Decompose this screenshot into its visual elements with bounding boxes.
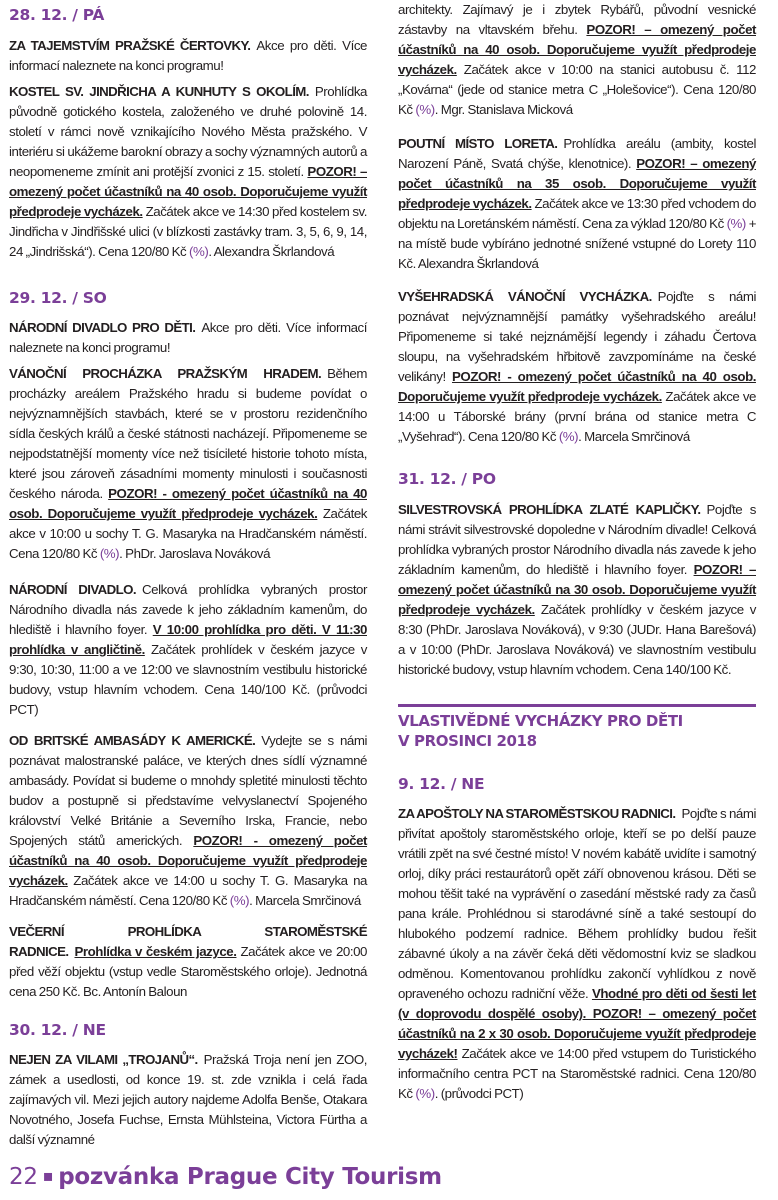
event-body: Akce pro děti. Více informací naleznete na konci programu! <box>9 320 367 355</box>
capacity-warning: POZOR! – omezený počet účastníků na 35 osob. Doporučujeme využít předprodeje vycházek. <box>398 156 756 211</box>
event-body: Vydejte se s námi poznávat malostranské paláce, ve kterých dnes sídlí významné ambasády. Povídat si budeme o mnohdy spletité minulosti těchto budov a postupně si představíme velvyslanectví Spojeného království Velké Británie a Severního Irska, Francie, nebo Spojených států amerických. <box>9 733 367 848</box>
event-details: Začátek prohlídek v českém jazyce v 9:30, 10:30, 11:00 a ve 12:00 ve slavnostním vestibulu historické budovy, vstup hlavním vchodem. Cena 140/100 Kč. (průvodci PCT) <box>9 642 367 717</box>
guide-name: . PhDr. Jaroslava Nováková <box>119 546 271 561</box>
event-title: VEČERNÍ PROHLÍDKA STAROMĚSTSKÉ RADNICE. <box>9 924 367 959</box>
event-vysehrad <box>398 287 756 447</box>
event-certovky <box>9 36 367 76</box>
event-body: Celková prohlídka vybraných prostor Národního divadla nás zavede k jeho základním kamenům, do hlediště i hlavního foyer. <box>9 582 367 637</box>
tour-times-note: V 10:00 prohlídka pro děti. V 11:30 prohlídka v angličtině. <box>9 622 367 657</box>
event-title: VÁNOČNÍ PROCHÁZKA PRAŽSKÝM HRADEM. <box>9 366 322 381</box>
capacity-warning: POZOR! – omezený počet účastníků na 40 osob. Doporučujeme využít předprodeje vycházek. <box>9 164 367 219</box>
event-title: KOSTEL SV. JINDŘICHA A KUNHUTY S OKOLÍM. <box>9 84 309 99</box>
page-footer <box>9 1164 442 1190</box>
event-title: NÁRODNÍ DIVADLO PRO DĚTI. <box>9 320 196 335</box>
event-body: Prohlídka původně gotického kostela, založeného ve druhé polovině 14. století v rámci nově vznikajícího Nového Města pražského. V interiéru si ukážeme barokní obrazy a sochy významných autorů a neopomeneme zmínit ani protější zvonici z 15. století. <box>9 84 367 179</box>
event-prazsky-hrad <box>9 364 367 564</box>
day-heading-9: 9. 12. / NE <box>398 775 485 793</box>
event-title: POUTNÍ MÍSTO LORETA. <box>398 136 558 151</box>
event-body: Pojďte s námi strávit silvestrovské dopoledne v Národním divadle! Celková prohlídka vybraných prostor Národního divadla nás zavede k jeho základním kamenům, do hlediště i hlavního foyer. <box>398 502 756 577</box>
event-title: ZA APOŠTOLY NA STAROMĚSTSKOU RADNICI. <box>398 806 676 821</box>
event-body: Během procházky areálem Pražského hradu si budeme povídat o nejvýznamnějších stavbách, které se v prostoru rezidenčního sídla českých králů a české státnosti nacházejí. Připomeneme se nejpodstatnější momenty více než tisícileté historie tohoto místa, které jsou zároveň zásadními momenty minulosti i současnosti českého národa. <box>9 366 367 501</box>
capacity-warning: POZOR! – omezený počet účastníků na 30 osob. Doporučujeme využít předprodeje vycházek. <box>398 562 756 617</box>
discount-mark: (%) <box>229 893 250 908</box>
event-narodni-divadlo-deti <box>9 318 367 358</box>
event-kostel-jindricha <box>9 82 367 262</box>
discount-mark: (%) <box>726 216 746 231</box>
event-title: ZA TAJEMSTVÍM PRAŽSKÉ ČERTOVKY. <box>9 38 251 53</box>
event-title: OD BRITSKÉ AMBASÁDY K AMERICKÉ. <box>9 733 256 748</box>
publication-title: pozvánka Prague City Tourism <box>58 1164 442 1190</box>
capacity-warning: POZOR! - omezený počet účastníků na 40 osob. Doporučujeme využít předprodeje vycházek. <box>398 369 756 404</box>
discount-mark: (%) <box>189 244 209 259</box>
event-title: NEJEN ZA VILAMI „TROJANŮ“. <box>9 1052 198 1067</box>
section-divider <box>398 704 756 707</box>
event-body: Prohlídka areálu (ambity, kostel Narození Páně, Svatá chýše, klenotnice). <box>398 136 756 171</box>
event-loreta <box>398 134 756 274</box>
event-title: VYŠEHRADSKÁ VÁNOČNÍ VYCHÁZKA. <box>398 289 652 304</box>
guide-name: . (průvodci PCT) <box>434 1086 524 1101</box>
section-title <box>398 711 756 751</box>
event-vily-troja <box>9 1050 367 1150</box>
event-details: Začátek akce ve 14:00 u sochy T. G. Masaryka na Hradčanském náměstí. Cena 120/80 Kč <box>9 873 368 908</box>
event-body: Akce pro děti. Více informací naleznete na konci programu! <box>9 38 367 73</box>
guide-name: . Alexandra Škrlandová <box>208 244 335 259</box>
event-body: Pražská Troja není jen ZOO, zámek a usedlosti, od konce 19. st. zde vznikla i celá řada zajímavých vil. Mezi jejich autory najdeme Adolfa Benše, Otakara Novotného, Josefa Fuchse, Ernsta Mühlsteina, Victora Fürtha a další významné <box>9 1052 367 1147</box>
guide-name: . Marcela Smrčinová <box>249 893 361 908</box>
discount-mark: (%) <box>415 1086 435 1101</box>
event-title: NÁRODNÍ DIVADLO. <box>9 582 136 597</box>
separator-bullet-icon: ▪ <box>42 1166 54 1185</box>
event-apostolove <box>398 804 756 1104</box>
event-vily-troja-continued <box>398 0 756 120</box>
event-details: Začátek akce v 10:00 u sochy T. G. Masaryka na Hradčanském náměstí. Cena 120/80 Kč <box>9 506 367 561</box>
event-details: Začátek akce ve 14:30 před kostelem sv. Jindřicha v Jindřišské ulici (v blízkosti zastávky tram. 3, 5, 6, 9, 14, 24 „Jindrišská“). Cena 120/80 Kč <box>9 204 368 259</box>
capacity-warning: POZOR! – omezený počet účastníků na 40 osob. Doporučujeme využít předprodeje vycházek. <box>398 22 756 77</box>
event-zlata-kaplicka <box>398 500 756 680</box>
discount-mark: (%) <box>415 102 435 117</box>
event-details: Začátek akce ve 14:00 před vstupem do Turistického informačního centra PCT na Staroměstské radnici. Cena 120/80 Kč <box>398 1046 757 1101</box>
guide-name: . Marcela Smrčinová <box>578 429 690 444</box>
event-title: SILVESTROVSKÁ PROHLÍDKA ZLATÉ KAPLIČKY. <box>398 502 701 517</box>
capacity-warning: POZOR! - omezený počet účastníků na 40 osob. Doporučujeme využít předprodeje vycházek. <box>9 833 368 888</box>
day-heading-29: 29. 12. / SO <box>9 289 107 307</box>
event-details: Začátek akce ve 13:30 před vchodem do objektu na Loretánském náměstí. Cena za výklad 120/80 Kč <box>398 196 756 231</box>
section-title-line2: V PROSINCI 2018 <box>398 732 537 750</box>
guide-name: . Mgr. Stanislava Micková <box>434 102 573 117</box>
language-note: Prohlídka v českém jazyce. <box>74 944 237 959</box>
event-vecerni-radnice <box>9 922 367 1002</box>
event-body: Pojďte s námi poznávat nejvýznamnější památky vyšehradského areálu! Připomeneme si také nejznámější legendy i záhadu Čertova sloupu, na vyšehradském hřbitově zavzpomínáme na české velikány! <box>398 289 756 384</box>
event-britska-ambasada <box>9 731 367 911</box>
day-heading-30: 30. 12. / NE <box>9 1021 106 1039</box>
event-details: Začátek akce ve 20:00 před věží objektu (vstup vedle Staroměstského orloje). Jednotná cena 250 Kč. Bc. Antonín Baloun <box>9 944 367 999</box>
day-heading-28: 28. 12. / PÁ <box>9 6 105 24</box>
event-body: Pojďte s námi přivítat apoštoly staroměstského orloje, kteří se po delší pauze vrátili zpět na své čestné místo! V novém kabátě uvidíte i samotný orloj, díky práci restaurátorů opět září obnovenou krásou. Děti se mohou těšit také na vyprávění o zasedání městské rady za časů pana krále. Prohlédnou si starodávné síně a také sestoupí do hlubokého podzemí radnice. Během prohlídky budou řešit zábavné úkoly a na závěr čeká děti vědomostní kviz se sladkou odměnou. Komentovanou prohlídku zakončí vyhlídkou z nově opraveného ochozu radniční věže. <box>398 806 757 1001</box>
page-number: 22 <box>9 1164 38 1190</box>
guide-name: + na místě bude vybíráno jednotné snížené vstupné do Lorety 110 Kč. Alexandra Škrlandová <box>398 216 757 271</box>
event-details: Začátek akce ve 14:00 u Táborské brány (první brána od stanice metra C „Vyšehrad“). Cena 120/80 Kč <box>398 389 756 444</box>
section-title-line1: VLASTIVĚDNÉ VYCHÁZKY PRO DĚTI <box>398 712 683 730</box>
event-details: Začátek prohlídky v českém jazyce v 8:30 (PhDr. Jaroslava Nováková), v 9:30 (JUDr. Hana Barešová) a v 10:00 (PhDr. Jaroslava Nováková) ve slavnostním vestibulu historické budovy, vstup hlavním vchodem. Cena 140/100 Kč. <box>398 602 756 677</box>
event-details: Začátek akce v 10:00 na stanici autobusu č. 112 „Kovárna“ (jede od stanice metra C „Holešovice“). Cena 120/80 Kč <box>398 62 756 117</box>
capacity-warning: Vhodné pro děti od šesti let (v doprovodu dospělé osoby). POZOR! – omezený počet účastníků na 2 x 30 osob. Doporučujeme využít předprodeje vycházek! <box>398 986 756 1061</box>
event-body: architekty. Zajímavý je i zbytek Rybářů, původní vesnické zástavby na vltavském břehu. <box>398 2 756 37</box>
capacity-warning: POZOR! - omezený počet účastníků na 40 osob. Doporučujeme využít předprodeje vycházek. <box>9 486 367 521</box>
discount-mark: (%) <box>99 546 120 561</box>
event-narodni-divadlo <box>9 580 367 720</box>
discount-mark: (%) <box>558 429 579 444</box>
day-heading-31: 31. 12. / PO <box>398 470 496 488</box>
